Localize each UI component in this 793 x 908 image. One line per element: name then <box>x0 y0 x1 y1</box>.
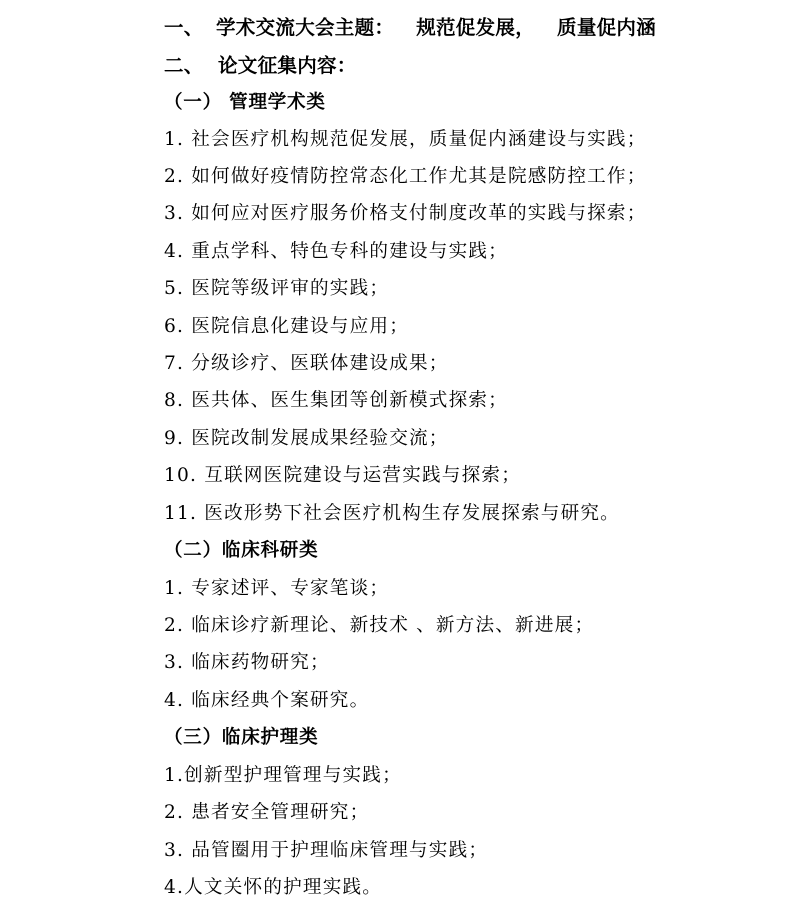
section-2-heading <box>164 56 357 76</box>
list-item: 3. 品管圈用于护理临床管理与实践； <box>164 840 489 861</box>
theme-part-1: 规范促发展， <box>416 16 536 39</box>
list-item: 1.创新型护理管理与实践； <box>164 765 402 786</box>
list-item: 2. 临床诊疗新理论、新技术 、新方法、新进展； <box>164 615 595 636</box>
list-item: 4. 临床经典个案研究。 <box>164 690 370 711</box>
category-heading-management: （一） 管理学术类 <box>164 92 326 113</box>
list-item: 5. 医院等级评审的实践； <box>164 278 390 299</box>
list-item: 9. 医院改制发展成果经验交流； <box>164 428 449 449</box>
section-2-label: 论文征集内容： <box>218 54 357 77</box>
list-item: 10. 互联网医院建设与运营实践与探索； <box>164 465 521 486</box>
section-2-number: 二、 <box>164 54 204 77</box>
category-heading-clinical-nursing: （三）临床护理类 <box>164 727 319 748</box>
list-item: 11. 医改形势下社会医疗机构生存发展探索与研究。 <box>164 503 620 524</box>
list-item: 4. 重点学科、特色专科的建设与实践； <box>164 241 508 262</box>
list-item: 1. 专家述评、专家笔谈； <box>164 578 390 599</box>
list-item: 6. 医院信息化建设与应用； <box>164 316 409 337</box>
list-item: 3. 临床药物研究； <box>164 652 330 673</box>
list-item: 8. 医共体、医生集团等创新模式探索； <box>164 390 508 411</box>
list-item: 4.人文关怀的护理实践。 <box>164 877 383 898</box>
theme-part-2: 质量促内涵 <box>557 16 657 39</box>
section-1-heading <box>164 18 656 38</box>
list-item: 2. 患者安全管理研究； <box>164 802 370 823</box>
section-1-label: 学术交流大会主题： <box>216 16 395 39</box>
list-item: 7. 分级诊疗、医联体建设成果； <box>164 353 449 374</box>
list-item: 3. 如何应对医疗服务价格支付制度改革的实践与探索； <box>164 203 647 224</box>
list-item: 2. 如何做好疫情防控常态化工作尤其是院感防控工作； <box>164 166 647 187</box>
section-1-number: 一、 <box>164 16 204 39</box>
list-item: 1. 社会医疗机构规范促发展，质量促内涵建设与实践； <box>164 129 647 150</box>
category-heading-clinical-research: （二）临床科研类 <box>164 540 319 561</box>
